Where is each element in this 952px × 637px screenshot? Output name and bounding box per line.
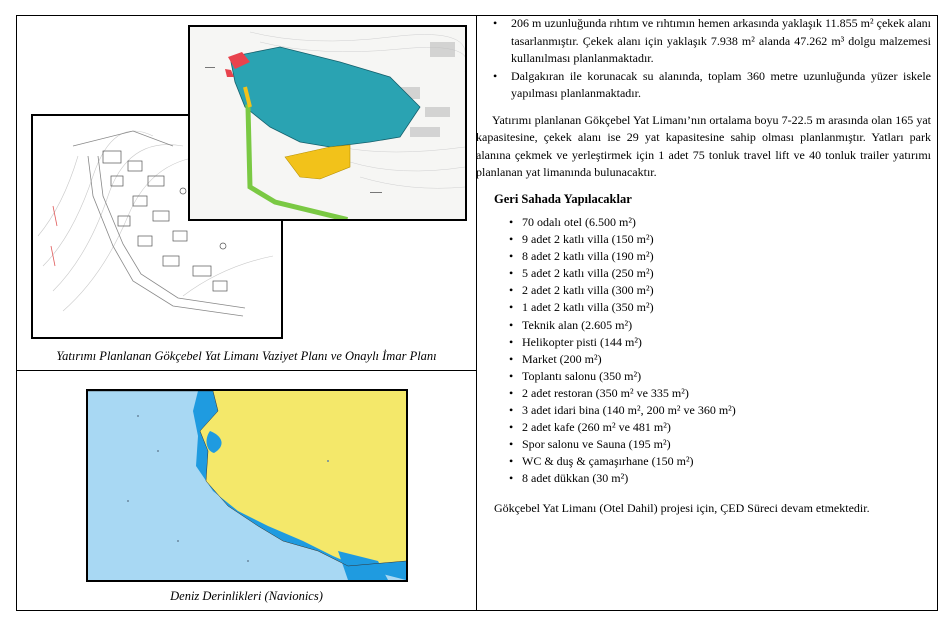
list-item: • 70 odalı otel (6.500 m²) — [476, 214, 931, 231]
list-item: • 1 adet 2 katlı villa (350 m²) — [476, 299, 931, 316]
eia-status-text: Gökçebel Yat Limanı (Otel Dahil) projesi için, ÇED Süreci devam etmektedir. — [494, 500, 870, 515]
list-item: • 9 adet 2 katlı villa (150 m²) — [476, 231, 931, 248]
row-divider — [17, 370, 476, 371]
list-item: • 8 adet dükkan (30 m²) — [476, 470, 931, 487]
zoning-plan-svg — [190, 27, 465, 219]
top-figure-caption: Yatırımı Planlanan Gökçebel Yat Limanı Vaziyet Planı ve Onaylı İmar Planı — [56, 349, 437, 363]
list-item: • Toplantı salonu (350 m²) — [476, 368, 931, 385]
project-bullets — [476, 15, 931, 103]
list-item: • WC & duş & çamaşırhane (150 m²) — [476, 453, 931, 470]
list-item: • 8 adet 2 katlı villa (190 m²) — [476, 248, 931, 265]
depth-chart-svg — [88, 391, 406, 580]
list-item: • Spor salonu ve Sauna (195 m²) — [476, 436, 931, 453]
depth-chart-map — [86, 389, 408, 582]
list-item: • Market (200 m²) — [476, 351, 931, 368]
list-item: • 5 adet 2 katlı villa (250 m²) — [476, 265, 931, 282]
bullet-item: • 206 m uzunluğunda rıhtım ve rıhtımın hemen arkasında yaklaşık 11.855 m² çekek alanı tasarlanmıştır. Çekek alanı için yaklaşık 7.938 m² alanda 47.262 m³ dolgu malzemesi kullanılması planlanmaktadır. — [476, 15, 931, 68]
list-item: • 3 adet idari bina (140 m², 200 m² ve 360 m²) — [476, 402, 931, 419]
bottom-figure-caption: Deniz Derinlikleri (Navionics) — [170, 589, 323, 603]
list-item: • Teknik alan (2.605 m²) — [476, 317, 931, 334]
list-item: • Helikopter pisti (144 m²) — [476, 334, 931, 351]
bullet-item: • Dalgakıran ile korunacak su alanında, toplam 360 metre uzunluğunda yüzer iskele yapılması planlanmaktadır. — [476, 68, 931, 103]
right-column-text — [476, 15, 931, 517]
zoning-plan-map — [188, 25, 467, 221]
facilities-list — [476, 214, 931, 488]
list-item: • 2 adet restoran (350 m² ve 335 m²) — [476, 385, 931, 402]
capacity-paragraph: Yatırımı planlanan Gökçebel Yat Limanı’nın ortalama boyu 7-22.5 m arasında olan 165 yat kapasitesine, çekek alanı ise 29 yat kapasitesine sahip olması planlanmıştır. Yatları park alanına çekmek ve yerleştirmek için 1 adet 75 tonluk travel lift ve 40 tonluk trailer yatırımı planlanan yat limanında bulunacaktır. — [476, 112, 931, 179]
section-heading: Geri Sahada Yapılacaklar — [494, 191, 632, 206]
list-item: • 2 adet kafe (260 m² ve 481 m²) — [476, 419, 931, 436]
list-item: • 2 adet 2 katlı villa (300 m²) — [476, 282, 931, 299]
